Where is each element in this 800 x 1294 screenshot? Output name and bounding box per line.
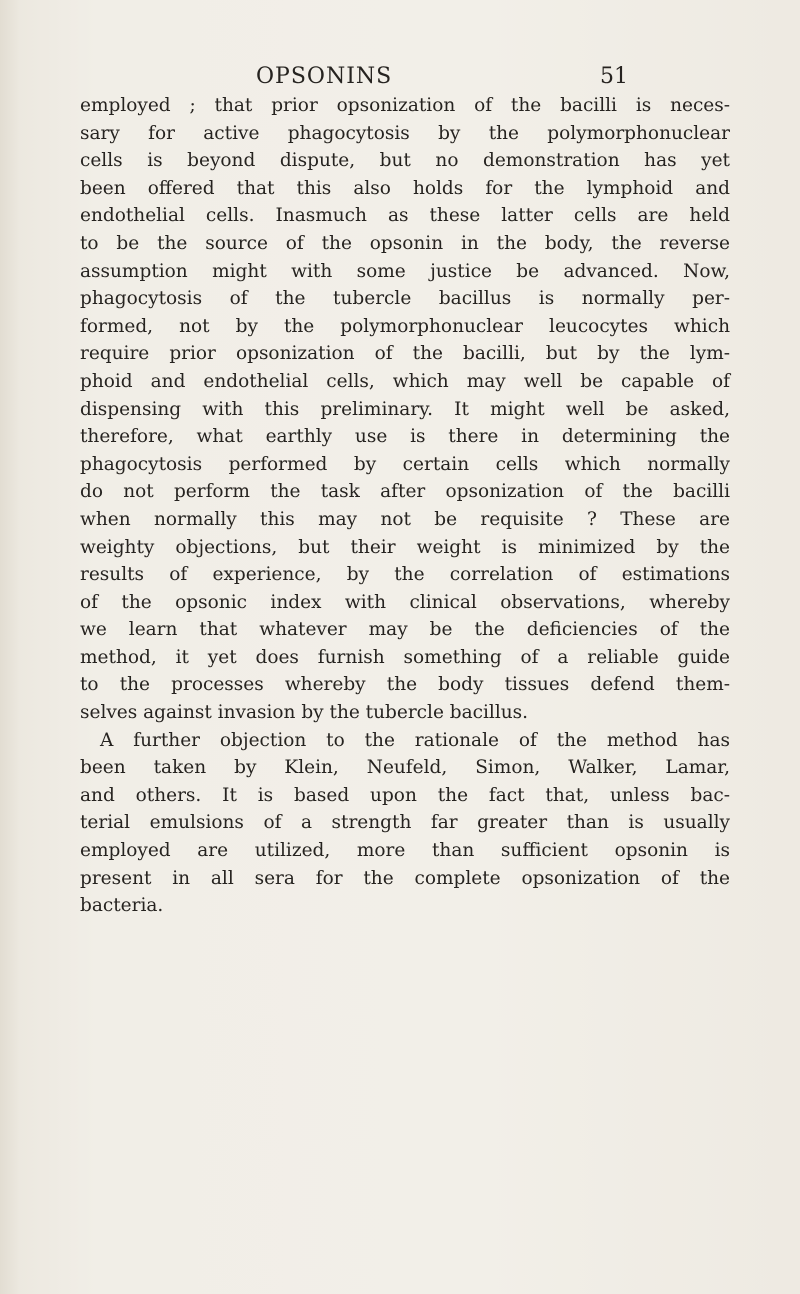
text-line: been offered that this also holds for the lymphoid and <box>80 177 730 199</box>
text-line: method, it yet does furnish something of a reliable guide <box>80 646 730 668</box>
text-line: phagocytosis of the tubercle bacillus is normally per- <box>80 288 730 310</box>
text-line: weighty objections, but their weight is minimized by the <box>80 536 730 558</box>
text-line: employed ; that prior opsonization of the bacilli is neces- <box>80 95 730 116</box>
text-line: endothelial cells. Inasmuch as these latter cells are held <box>80 205 730 227</box>
text-line: do not perform the task after opsonization of the bacilli <box>80 481 730 503</box>
text-line: terial emulsions of a strength far greater than is usually <box>80 812 730 834</box>
running-head <box>0 64 800 94</box>
text-line: formed, not by the polymorphonuclear leucocytes which <box>80 315 730 337</box>
text-line: been taken by Klein, Neufeld, Simon, Walker, Lamar, <box>80 757 730 779</box>
text-line: phoid and endothelial cells, which may well be capable of <box>80 370 730 392</box>
body-text <box>80 92 730 920</box>
page-gutter-shadow <box>0 0 20 1294</box>
text-line: sary for active phagocytosis by the polymorphonuclear <box>80 122 730 144</box>
text-line: to be the source of the opsonin in the body, the reverse <box>80 232 730 254</box>
text-line: therefore, what earthly use is there in determining the <box>80 426 730 448</box>
running-head-title: OPSONINS <box>256 64 393 89</box>
text-line: bacteria. <box>80 895 164 917</box>
text-line: employed are utilized, more than sufficient opsonin is <box>80 840 730 862</box>
text-line: present in all sera for the complete opsonization of the <box>80 867 730 889</box>
text-line: we learn that whatever may be the deficiencies of the <box>80 619 730 641</box>
paragraph-first-line: A further objection to the rationale of the method has <box>100 729 730 751</box>
text-line: require prior opsonization of the bacilli, but by the lym- <box>80 343 730 365</box>
text-line: phagocytosis performed by certain cells which normally <box>80 453 730 475</box>
text-line: and others. It is based upon the fact that, unless bac- <box>80 784 730 806</box>
text-line: cells is beyond dispute, but no demonstration has yet <box>80 150 730 172</box>
text-line: selves against invasion by the tubercle bacillus. <box>80 702 529 724</box>
text-line: of the opsonic index with clinical observations, whereby <box>80 591 730 613</box>
page-number: 51 <box>600 64 628 89</box>
text-line: to the processes whereby the body tissues defend them- <box>80 674 730 696</box>
text-line: when normally this may not be requisite ? These are <box>80 508 730 530</box>
text-line: assumption might with some justice be advanced. Now, <box>80 260 730 282</box>
text-line: dispensing with this preliminary. It might well be asked, <box>80 398 730 420</box>
text-line: results of experience, by the correlation of estimations <box>80 564 730 586</box>
